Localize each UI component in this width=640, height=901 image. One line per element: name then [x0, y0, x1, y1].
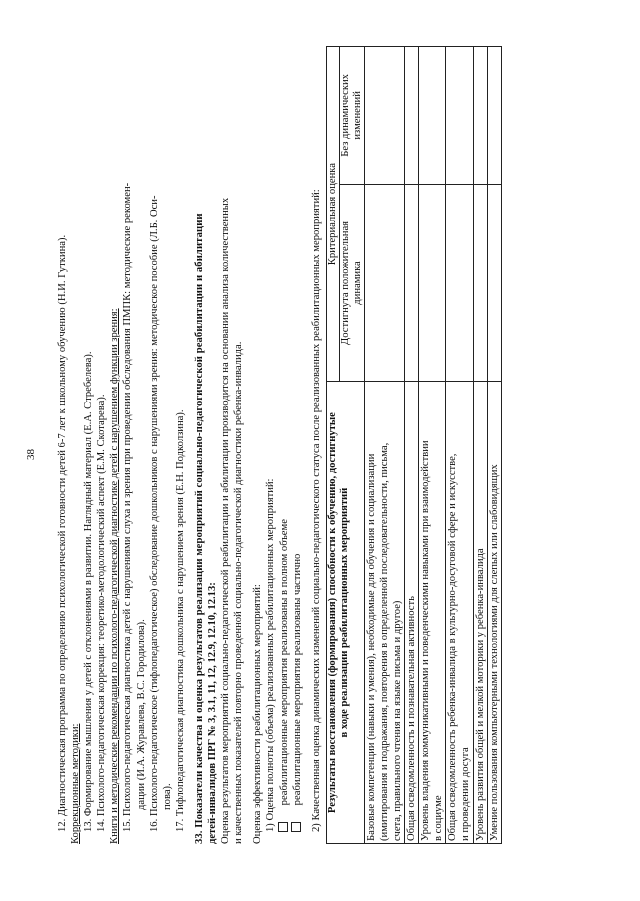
- no-change-cell[interactable]: [405, 47, 419, 185]
- results-header: Результаты восстановления (формирования) способности к обучению, достигнутые в ходе реализации реабилитационных мероприятий: [326, 382, 364, 844]
- result-text: Уровень владения коммуникативными и поведенческими навыками при взаимодействии: [420, 440, 432, 841]
- positive-cell[interactable]: [364, 184, 404, 382]
- criteria-header: Критериальная оценка: [326, 47, 339, 382]
- rotated-page: [20, 20, 620, 880]
- result-text: в социуме: [433, 795, 445, 841]
- checkbox-partial-label: реабилитационные мероприятия реализованы частично: [291, 553, 303, 806]
- checkbox-partial-icon[interactable]: [291, 822, 301, 832]
- list-item: 16. Психолого-педагогическое (тифлопедагогическое) обследование дошкольников с нарушениями зрения: методическое пособие (Л.Б. Оси-: [148, 195, 160, 832]
- checkbox-full-label: реабилитационные мероприятия реализованы в полном объеме: [278, 519, 290, 806]
- list-item: дации (И.А. Журавлева, В.С. Городилова).: [135, 619, 147, 810]
- table-row: [446, 47, 473, 844]
- result-cell: [446, 382, 473, 844]
- result-text: Уровень развития общей и мелкой моторики у ребенка-инвалида: [474, 548, 486, 841]
- effectiveness-item-2: 2) Качественная оценка динамических изменений социально-педагогического статуса после реализованных реабилитационных мероприятий:: [310, 189, 322, 832]
- list-item: Коррекционные методики:: [70, 723, 82, 844]
- effectiveness-item-1: 1) Оценка полноты (объема) реализованных реабилитационных мероприятий:: [265, 478, 277, 832]
- positive-cell[interactable]: [405, 184, 419, 382]
- result-cell: [419, 382, 446, 844]
- table-row: [487, 47, 501, 844]
- list-item: 17. Тифлопедагогическая диагностика дошкольника с нарушением зрения (Е.Н. Подколзина).: [174, 409, 186, 832]
- result-text: Общая осведомленность ребенка-инвалида в культурно-досуговой сфере и искусстве,: [447, 453, 459, 841]
- result-text: Умение пользования компьютерными технологиями для слепых или слабовидящих: [488, 464, 500, 841]
- no-change-cell[interactable]: [473, 47, 487, 185]
- section-paragraph-cont: и качественных показателей повторно проведенной социально-педагогической диагностики ребенка-инвалида.: [233, 341, 245, 844]
- list-item: 15. Психолого-педагогическая диагностика детей с нарушениями слуха и зрения при проведении обследования ПМПК: методические рекомен-: [122, 182, 134, 832]
- section-heading: 33. Показатели качества и оценка результатов реализации мероприятий социально-педагогической реабилитации и абилитации: [193, 213, 205, 844]
- result-text: Базовые компетенции (навыки и умения), необходимые для обучения и социализации: [365, 453, 377, 841]
- list-item: пова).: [161, 783, 173, 810]
- list-item: Книги и методические рекомендации по психолого-педагогической диагностике детей с нарушением функции зрения:: [109, 308, 121, 844]
- no-change-cell[interactable]: [487, 47, 501, 185]
- section-paragraph: Оценка результатов мероприятий социально-педагогической реабилитации и абилитации производится на основании анализа количественных: [220, 197, 232, 844]
- result-cell: [473, 382, 487, 844]
- result-cell: [364, 382, 404, 844]
- positive-cell[interactable]: [473, 184, 487, 382]
- page-number: 38: [25, 449, 37, 460]
- checkbox-full-icon[interactable]: [278, 822, 288, 832]
- assessment-table: [326, 46, 502, 844]
- effectiveness-title: Оценка эффективности реабилитационных мероприятий:: [252, 584, 264, 844]
- methods-list: [56, 46, 187, 844]
- page-body: [56, 46, 502, 844]
- list-item: 14. Психолого-педагогическая коррекция: теоретико-методологический аспект (Е.М. Скотарева).: [96, 394, 108, 832]
- table-row: [405, 47, 419, 844]
- no-change-cell[interactable]: [419, 47, 446, 185]
- no-changes-header: Без динамических изменений: [339, 47, 364, 185]
- section-heading-cont: детей-инвалидов ПРГ № 3, 3.1, 11, 12, 12.9, 12.10, 12.13:: [207, 582, 219, 844]
- checkbox-row-full[interactable]: [278, 46, 291, 844]
- no-change-cell[interactable]: [364, 47, 404, 185]
- table-row: [364, 47, 404, 844]
- table-row: [419, 47, 446, 844]
- positive-cell[interactable]: [446, 184, 473, 382]
- list-item: 12. Диагностическая программа по определению психологической готовности детей 6-7 лет к школьному обучению (Н.И. Гуткина).: [57, 234, 68, 832]
- no-change-cell[interactable]: [446, 47, 473, 185]
- list-item: 13. Формирование мышления у детей с отклонениями в развитии. Наглядный материал (Е.А. Стребелева).: [83, 351, 95, 832]
- positive-cell[interactable]: [487, 184, 501, 382]
- result-text: и проведении досуга: [460, 747, 472, 841]
- result-cell: [405, 382, 419, 844]
- positive-dynamics-header: Достигнута положительная динамика: [339, 184, 364, 382]
- result-text: счета, правильного чтения на языке письма и другое): [391, 600, 403, 841]
- positive-cell[interactable]: [419, 184, 446, 382]
- checkbox-row-partial[interactable]: [291, 46, 304, 844]
- result-text: (имитирования и подражания, повторения в определенной последовательности, письма,: [378, 442, 390, 841]
- table-row: [473, 47, 487, 844]
- result-text: Общая осведомленность и познавательная активность: [406, 596, 418, 841]
- result-cell: [487, 382, 501, 844]
